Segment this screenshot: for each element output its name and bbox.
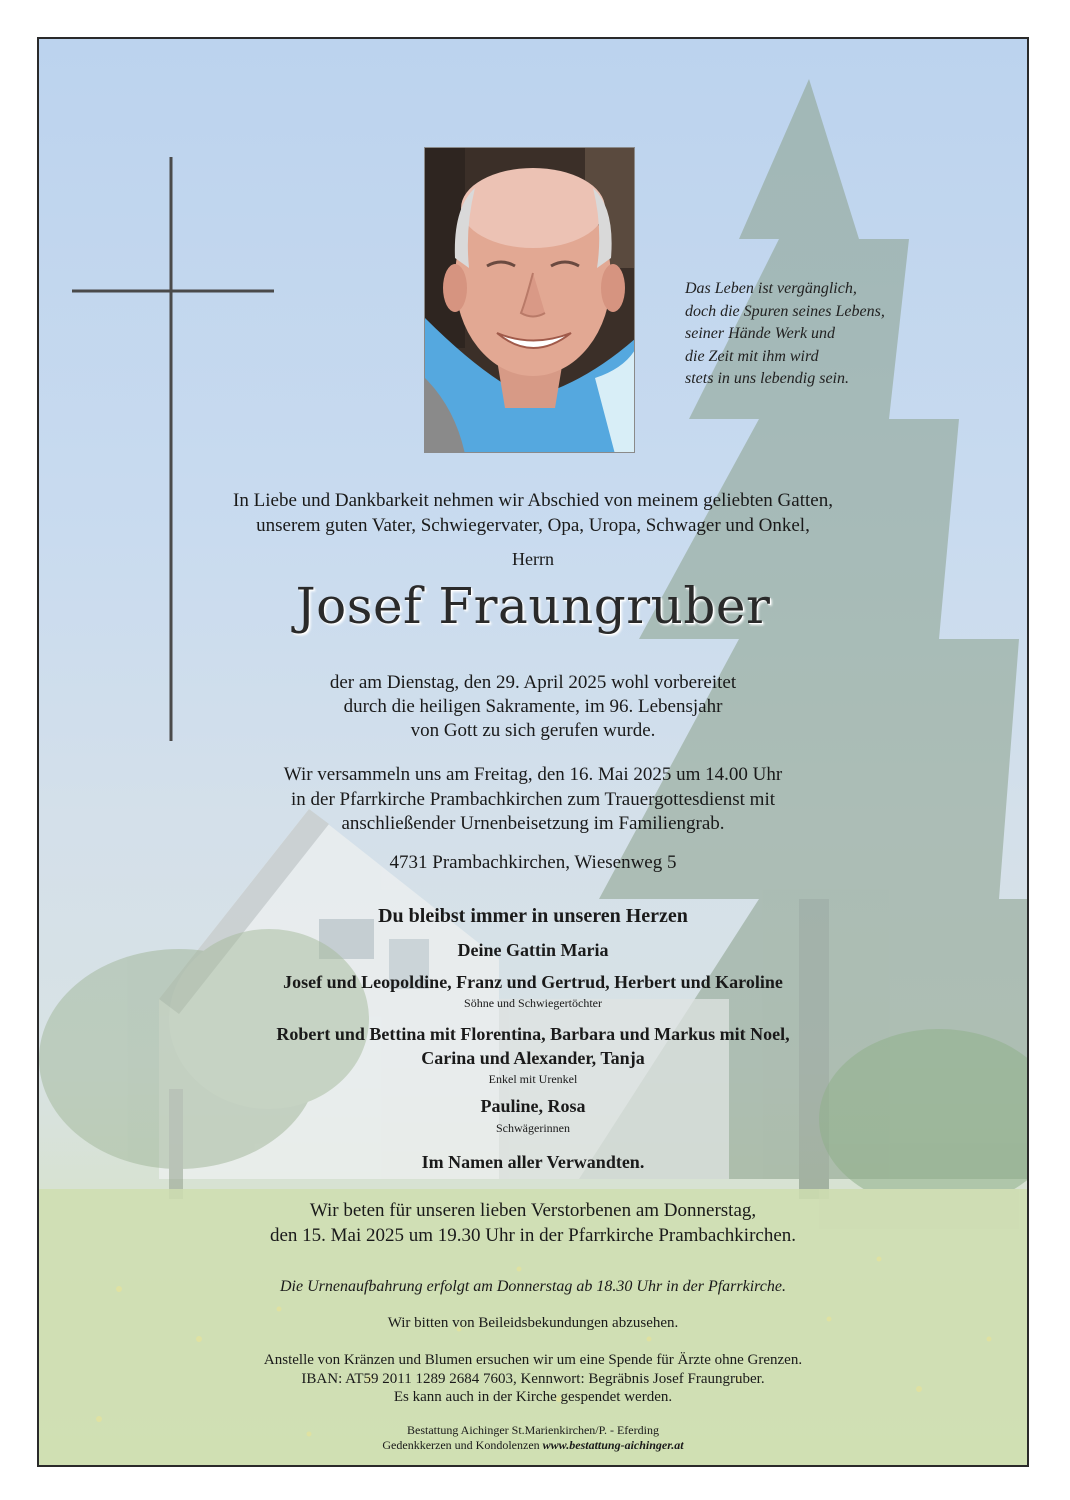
footer-condolence-label: Gedenkkerzen und Kondolenzen xyxy=(382,1438,540,1452)
prayer-info xyxy=(39,1198,1027,1248)
donation-line: Es kann auch in der Kirche gespendet werden. xyxy=(393,1389,673,1405)
funeral-home-footer xyxy=(39,1423,1027,1453)
quote-line: die Zeit mit ihm wird xyxy=(685,347,819,365)
mourner-grandchildren xyxy=(39,1022,1027,1070)
intro-line: In Liebe und Dankbarkeit nehmen wir Abschied von meinem geliebten Gatten, xyxy=(233,490,833,511)
quote-line: seiner Hände Werk und xyxy=(685,325,836,342)
memorial-quote xyxy=(685,278,985,391)
donation-line: IBAN: AT59 2011 1289 2684 7603, Kennwort: Begräbnis Josef Fraungruber. xyxy=(301,1370,765,1387)
portrait-photo xyxy=(424,147,635,453)
quote-line: Das Leben ist vergänglich, xyxy=(685,280,857,297)
quote-line: doch die Spuren seines Lebens, xyxy=(685,302,885,320)
farewell-heading: Du bleibst immer in unseren Herzen xyxy=(378,905,688,927)
mourner-relatives: Im Namen aller Verwandten. xyxy=(421,1152,645,1172)
donation-info xyxy=(39,1351,1027,1407)
urn-viewing-note: Die Urnenaufbahrung erfolgt am Donnerstag ab 18.30 Uhr in der Pfarrkirche. xyxy=(279,1278,787,1295)
prayer-line: den 15. Mai 2025 um 19.30 Uhr in der Pfarrkirche Prambachkirchen. xyxy=(269,1225,797,1246)
mourner-sons: Josef und Leopoldine, Franz und Gertrud, Herbert und Karoline xyxy=(283,972,783,992)
relation-label: Schwägerinnen xyxy=(496,1121,570,1135)
death-notice-line: von Gott zu sich gerufen wurde. xyxy=(410,720,656,741)
family-address: 4731 Prambachkirchen, Wiesenweg 5 xyxy=(389,852,677,873)
service-line: Wir versammeln uns am Freitag, den 16. Mai 2025 um 14.00 Uhr xyxy=(283,764,783,785)
prayer-line: Wir beten für unseren lieben Verstorbenen am Donnerstag, xyxy=(309,1200,757,1221)
salutation: Herrn xyxy=(512,549,554,569)
obituary-card xyxy=(37,37,1029,1467)
no-condolences-note: Wir bitten von Beileidsbekundungen abzusehen. xyxy=(387,1315,679,1331)
death-notice xyxy=(39,671,1027,743)
funeral-home-name: Bestattung Aichinger St.Marienkirchen/P. - Eferding xyxy=(407,1423,659,1437)
relation-label: Enkel mit Urenkel xyxy=(488,1072,578,1086)
death-notice-line: der am Dienstag, den 29. April 2025 wohl vorbereitet xyxy=(329,672,737,693)
deceased-name: Josef Fraungruber xyxy=(295,577,771,635)
service-line: anschließender Urnenbeisetzung im Familiengrab. xyxy=(341,813,725,834)
intro-text xyxy=(39,488,1027,538)
funeral-service-info xyxy=(39,763,1027,837)
mourner-wife: Deine Gattin Maria xyxy=(457,940,609,960)
grandchildren-line: Robert und Bettina mit Florentina, Barbara und Markus mit Noel, xyxy=(276,1024,790,1044)
intro-line: unserem guten Vater, Schwiegervater, Opa, Uropa, Schwager und Onkel, xyxy=(256,515,810,536)
death-notice-line: durch die heiligen Sakramente, im 96. Lebensjahr xyxy=(343,696,723,717)
quote-line: stets in uns lebendig sein. xyxy=(685,370,849,387)
grandchildren-line: Carina und Alexander, Tanja xyxy=(421,1048,645,1068)
donation-line: Anstelle von Kränzen und Blumen ersuchen wir um eine Spende für Ärzte ohne Grenzen. xyxy=(263,1352,803,1368)
funeral-home-website-link[interactable]: www.bestattung-aichinger.at xyxy=(542,1438,684,1452)
service-line: in der Pfarrkirche Prambachkirchen zum Trauergottesdienst mit xyxy=(290,788,776,810)
mourner-sisters-in-law: Pauline, Rosa xyxy=(480,1096,586,1116)
footer-condolence-line xyxy=(39,1438,1027,1453)
cross-icon xyxy=(39,39,339,759)
relation-label: Söhne und Schwiegertöchter xyxy=(464,996,602,1010)
